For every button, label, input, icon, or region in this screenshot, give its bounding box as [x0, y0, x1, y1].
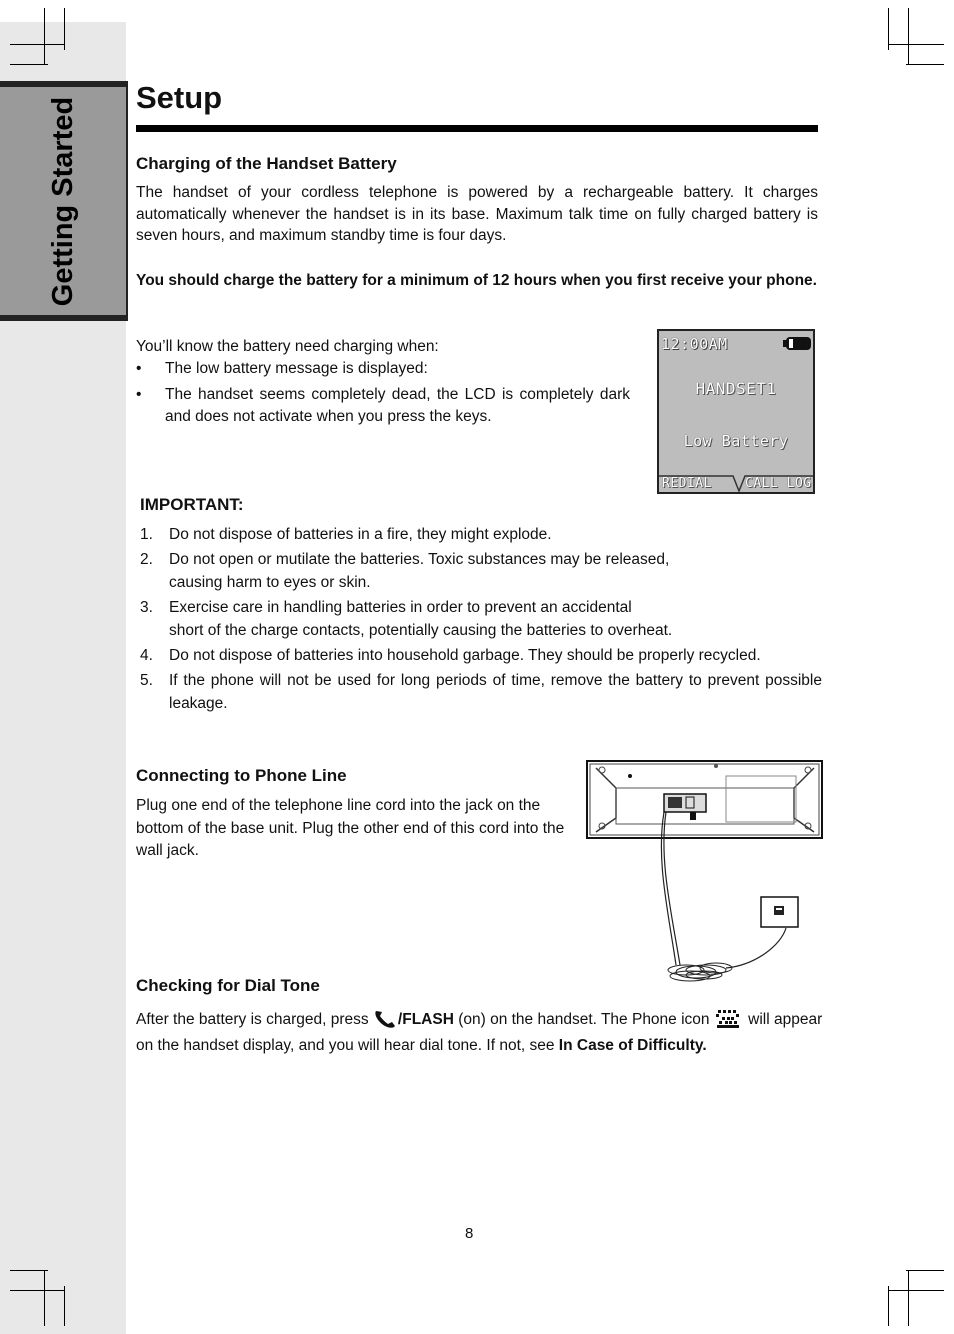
list-item-continued: causing harm to eyes or skin. — [169, 574, 371, 591]
charging-bold-note: You should charge the battery for a minimum of 12 hours when you first receive your phone. — [136, 272, 817, 289]
lcd-display — [657, 329, 815, 494]
list-number: 1. — [140, 526, 153, 543]
bullet-marker: • — [136, 360, 142, 377]
flash-key-label: /FLASH — [397, 1011, 454, 1028]
connecting-heading: Connecting to Phone Line — [136, 766, 347, 785]
charging-intro: You’ll know the battery need charging when: — [136, 338, 439, 355]
dial-tone-text: After the battery is charged, press — [136, 1011, 373, 1028]
phone-handset-icon — [373, 1009, 398, 1029]
lcd-time: 12:00AM — [661, 335, 728, 353]
lcd-softkey-right: CALL LOG — [745, 476, 812, 491]
list-item: Do not dispose of batteries in a fire, they might explode. — [169, 526, 552, 543]
list-item: Exercise care in handling batteries in order to prevent an accidental — [169, 599, 632, 616]
list-item: Do not open or mutilate the batteries. Toxic substances may be released, — [169, 551, 670, 568]
phone-display-icon — [714, 1008, 744, 1030]
lcd-line1: HANDSET1 — [695, 379, 777, 398]
page-title: Setup — [136, 80, 223, 115]
list-number: 5. — [140, 672, 153, 689]
list-item: Do not dispose of batteries into household garbage. They should be properly recycled. — [169, 647, 761, 664]
page-number: 8 — [465, 1225, 474, 1242]
charging-paragraph: The handset of your cordless telephone is powered by a rechargeable battery. It charges automatically whenever the handset is in its base. Maximum talk time on fully charged battery is seven hours, and maximum standby time is four days. — [136, 184, 818, 244]
dial-tone-paragraph — [136, 1007, 826, 1059]
list-number: 3. — [140, 599, 153, 616]
connecting-paragraph: Plug one end of the telephone line cord into the jack on the bottom of the base unit. Plug the other end of this cord into the wall jack. — [136, 797, 565, 859]
title-rule — [136, 125, 818, 132]
bullet-item: The handset seems completely dead, the LCD is completely dark and does not activate when you press the keys. — [165, 386, 630, 425]
list-item-continued: short of the charge contacts, potentially causing the batteries to overheat. — [169, 622, 673, 639]
bullet-item: The low battery message is displayed: — [165, 360, 428, 377]
base-unit-illustration — [586, 760, 824, 988]
dial-tone-text: will appear on the handset display, and you will hear dial tone. If not, see — [136, 1011, 823, 1054]
list-number: 4. — [140, 647, 153, 664]
charging-heading: Charging of the Handset Battery — [136, 154, 397, 173]
dial-tone-text: (on) on the handset. The Phone icon — [453, 1011, 714, 1028]
difficulty-reference: In Case of Difficulty. — [558, 1037, 707, 1054]
section-tab-label-box — [14, 88, 114, 314]
lcd-line2: Low Battery — [683, 432, 789, 450]
list-number: 2. — [140, 551, 153, 568]
list-item: If the phone will not be used for long periods of time, remove the battery to prevent possible leakage. — [169, 672, 822, 712]
battery-icon — [783, 336, 813, 351]
important-heading: IMPORTANT: — [140, 495, 244, 514]
section-tab-label: Getting Started — [47, 96, 80, 306]
dial-tone-heading: Checking for Dial Tone — [136, 976, 320, 995]
bullet-marker: • — [136, 386, 142, 403]
lcd-softkey-left: REDIAL — [662, 476, 712, 491]
